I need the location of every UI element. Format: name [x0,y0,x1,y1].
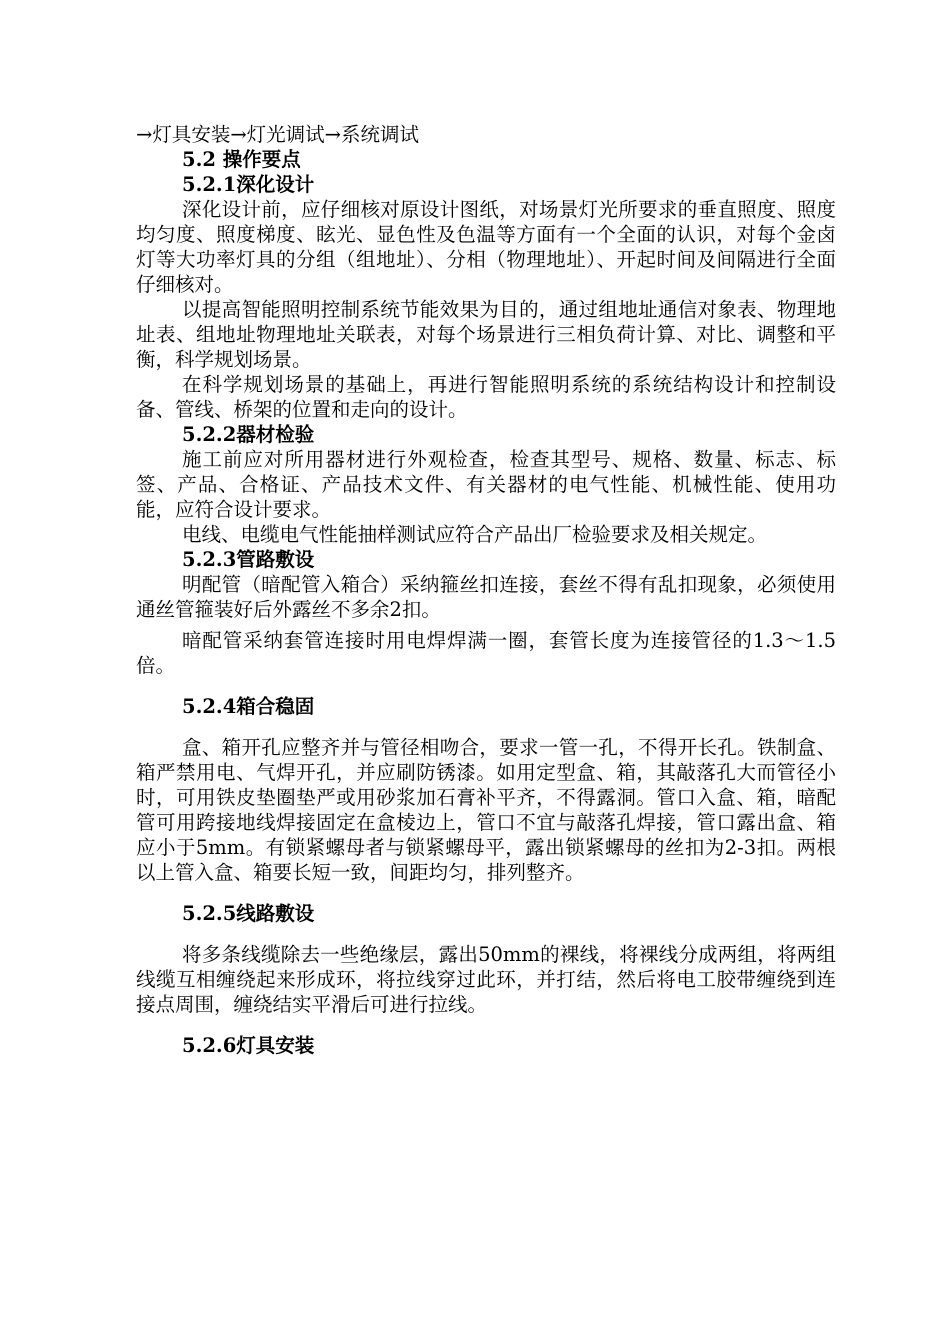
paragraph: 在科学规划场景的基础上，再进行智能照明系统的系统结构设计和控制设备、管线、桥架的位置和走向的设计。 [136,373,836,421]
heading-5-2-3: 5.2.3管路敷设 [182,548,315,571]
document-page [136,122,836,1058]
section-title: 5.2 操作要点 [182,148,301,171]
heading-5-2-6: 5.2.6灯具安装 [182,1034,315,1057]
paragraph: 以提高智能照明控制系统节能效果为目的，通过组地址通信对象表、物理地址表、组地址物理地址关联表，对每个场景进行三相负荷计算、对比、调整和平衡，科学规划场景。 [136,298,836,371]
heading-5-2-1: 5.2.1深化设计 [182,173,315,196]
paragraph: 施工前应对所用器材进行外观检查，检查其型号、规格、数量、标志、标签、产品、合格证、产品技术文件、有关器材的电气性能、机械性能、使用功能，应符合设计要求。 [136,448,836,521]
heading-5-2-4: 5.2.4箱合稳固 [182,695,315,718]
paragraph: 深化设计前，应仔细核对原设计图纸，对场景灯光所要求的垂直照度、照度均匀度、照度梯度、眩光、显色性及色温等方面有一个全面的认识，对每个金卤灯等大功率灯具的分组（组地址）、分相（物理地址）、开起时间及间隔进行全面仔细核对。 [136,198,836,296]
paragraph: 将多条线缆除去一些绝缘层，露出50mm的裸线，将裸线分成两组，将两组线缆互相缠绕起来形成环，将拉线穿过此环，并打结，然后将电工胶带缠绕到连接点周围，缠绕结实平滑后可进行拉线。 [136,943,836,1016]
heading-5-2-2: 5.2.2器材检验 [182,423,315,446]
paragraph: 明配管（暗配管入箱合）采纳箍丝扣连接，套丝不得有乱扣现象，必须使用通丝管箍装好后外露丝不多余2扣。 [136,573,836,621]
paragraph: 暗配管采纳套管连接时用电焊焊满一圈，套管长度为连接管径的1.3～1.5倍。 [136,629,836,677]
intro-line: →灯具安装→灯光调试→系统调试 [136,123,420,146]
heading-5-2-5: 5.2.5线路敷设 [182,902,315,925]
paragraph: 盒、箱开孔应整齐并与管径相吻合，要求一管一孔，不得开长孔。铁制盒、箱严禁用电、气焊开孔，并应刷防锈漆。如用定型盒、箱，其敲落孔大而管径小时，可用铁皮垫圈垫严或用砂浆加石膏补平齐，不得露洞。管口入盒、箱，暗配管可用跨接地线焊接固定在盒棱边上，管口不宜与敲落孔焊接，管口露出盒、箱应小于5mm。有锁紧螺母者与锁紧螺母平，露出锁紧螺母的丝扣为2-3扣。两根以上管入盒、箱要长短一致，间距均匀，排列整齐。 [136,736,836,884]
paragraph: 电线、电缆电气性能抽样测试应符合产品出厂检验要求及相关规定。 [182,523,768,546]
